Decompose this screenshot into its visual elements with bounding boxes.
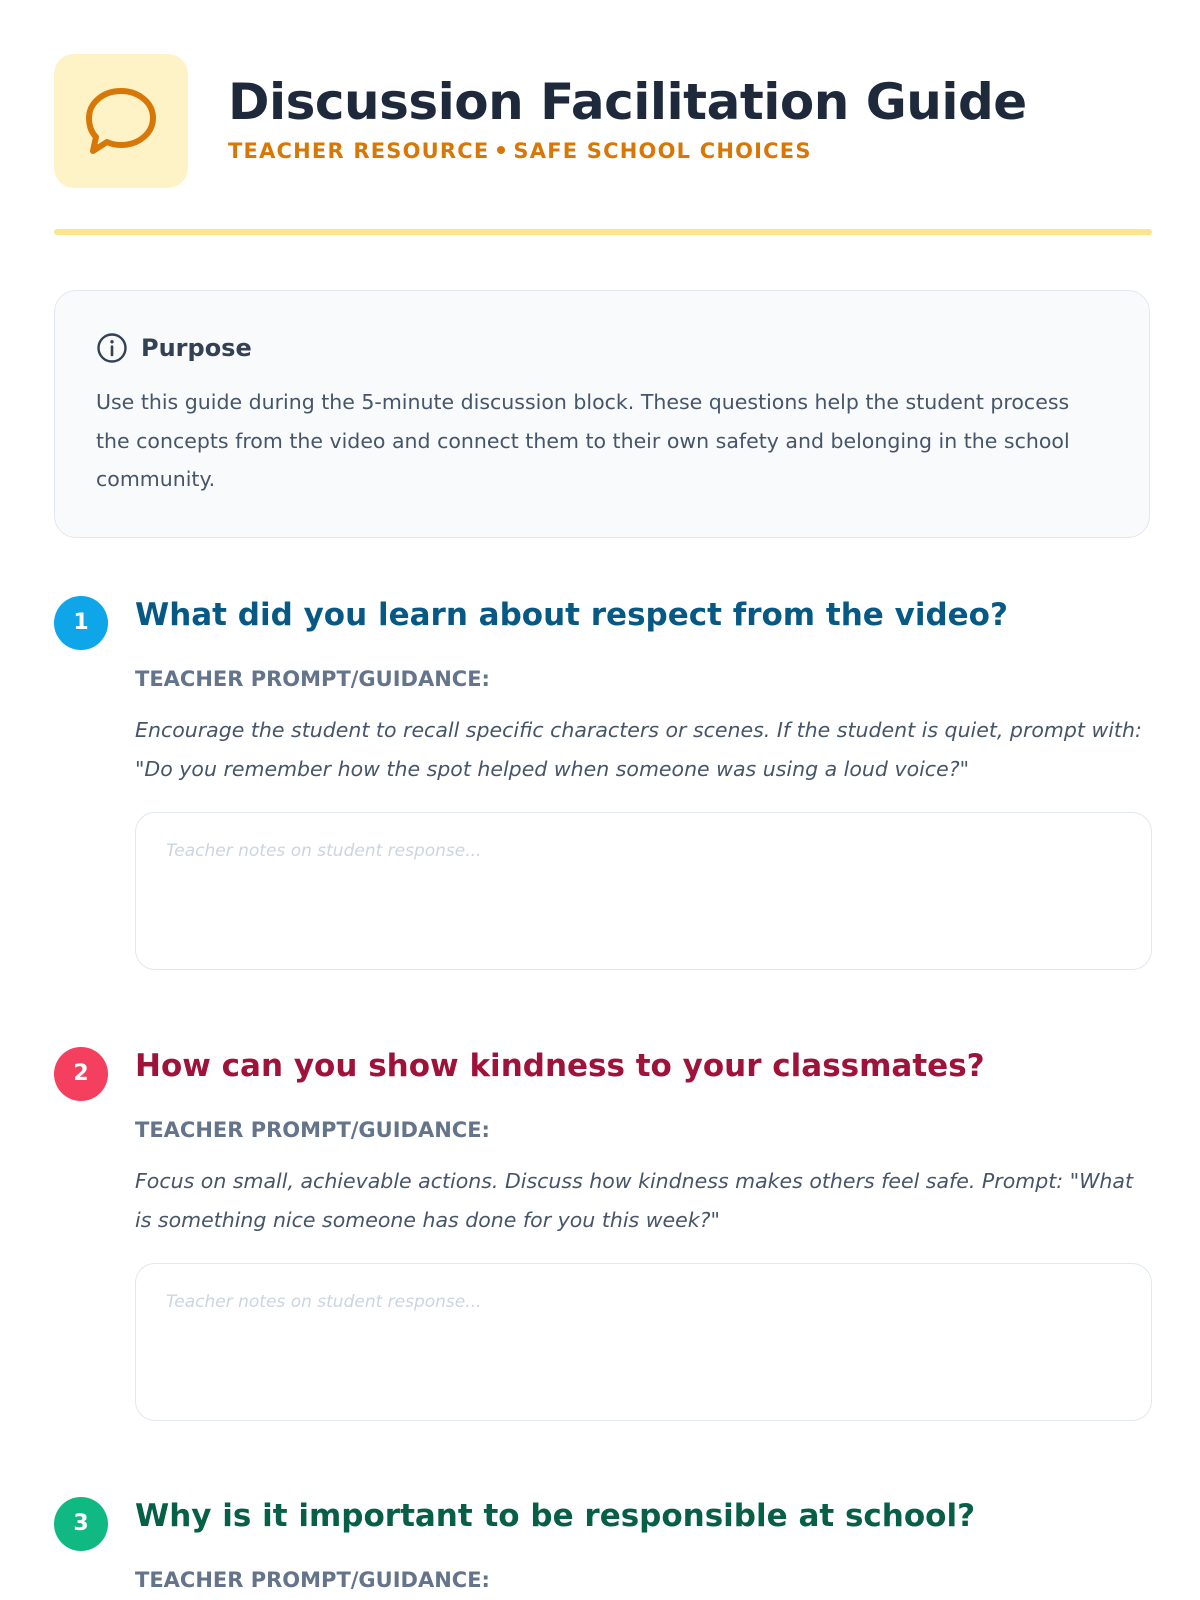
purpose-title: Purpose	[141, 334, 252, 362]
chat-bubble-icon	[81, 81, 161, 161]
logo-badge	[54, 54, 188, 188]
page-title: Discussion Facilitation Guide	[228, 73, 1027, 131]
teacher-notes-input[interactable]	[135, 1263, 1152, 1421]
purpose-callout	[54, 290, 1150, 538]
page-header	[54, 54, 1152, 188]
teacher-guidance-text: Encourage the student to recall specific characters or scenes. If the student is quiet, prompt with: "Do you remember how the spot helped when someone was using a loud voice?"	[135, 718, 1142, 781]
teacher-prompt-label: TEACHER PROMPT/GUIDANCE:	[135, 1568, 490, 1592]
teacher-prompt-label: TEACHER PROMPT/GUIDANCE:	[135, 667, 490, 691]
subtitle-resource: TEACHER RESOURCE	[228, 139, 490, 163]
purpose-text: Use this guide during the 5-minute discussion block. These questions help the student process the concepts from the video and connect them to their own safety and belonging in the school community.	[96, 390, 1070, 491]
question-title: How can you show kindness to your classmates?	[135, 1048, 985, 1084]
question-title: Why is it important to be responsible at school?	[135, 1498, 976, 1534]
subtitle-topic: SAFE SCHOOL CHOICES	[513, 139, 812, 163]
teacher-guidance-text: Focus on small, achievable actions. Discuss how kindness makes others feel safe. Prompt: "What is something nice someone has done for you this week?"	[135, 1169, 1133, 1232]
teacher-prompt-label: TEACHER PROMPT/GUIDANCE:	[135, 1118, 490, 1142]
header-divider	[54, 229, 1152, 235]
info-icon	[96, 332, 128, 364]
page-subtitle	[228, 136, 812, 166]
purpose-heading	[96, 331, 252, 365]
question-title: What did you learn about respect from the video?	[135, 597, 1008, 633]
teacher-notes-input[interactable]	[135, 812, 1152, 970]
subtitle-separator-dot	[497, 146, 505, 154]
question-number-badge: 2	[54, 1047, 108, 1101]
question-number-badge: 3	[54, 1497, 108, 1551]
question-number-badge: 1	[54, 596, 108, 650]
